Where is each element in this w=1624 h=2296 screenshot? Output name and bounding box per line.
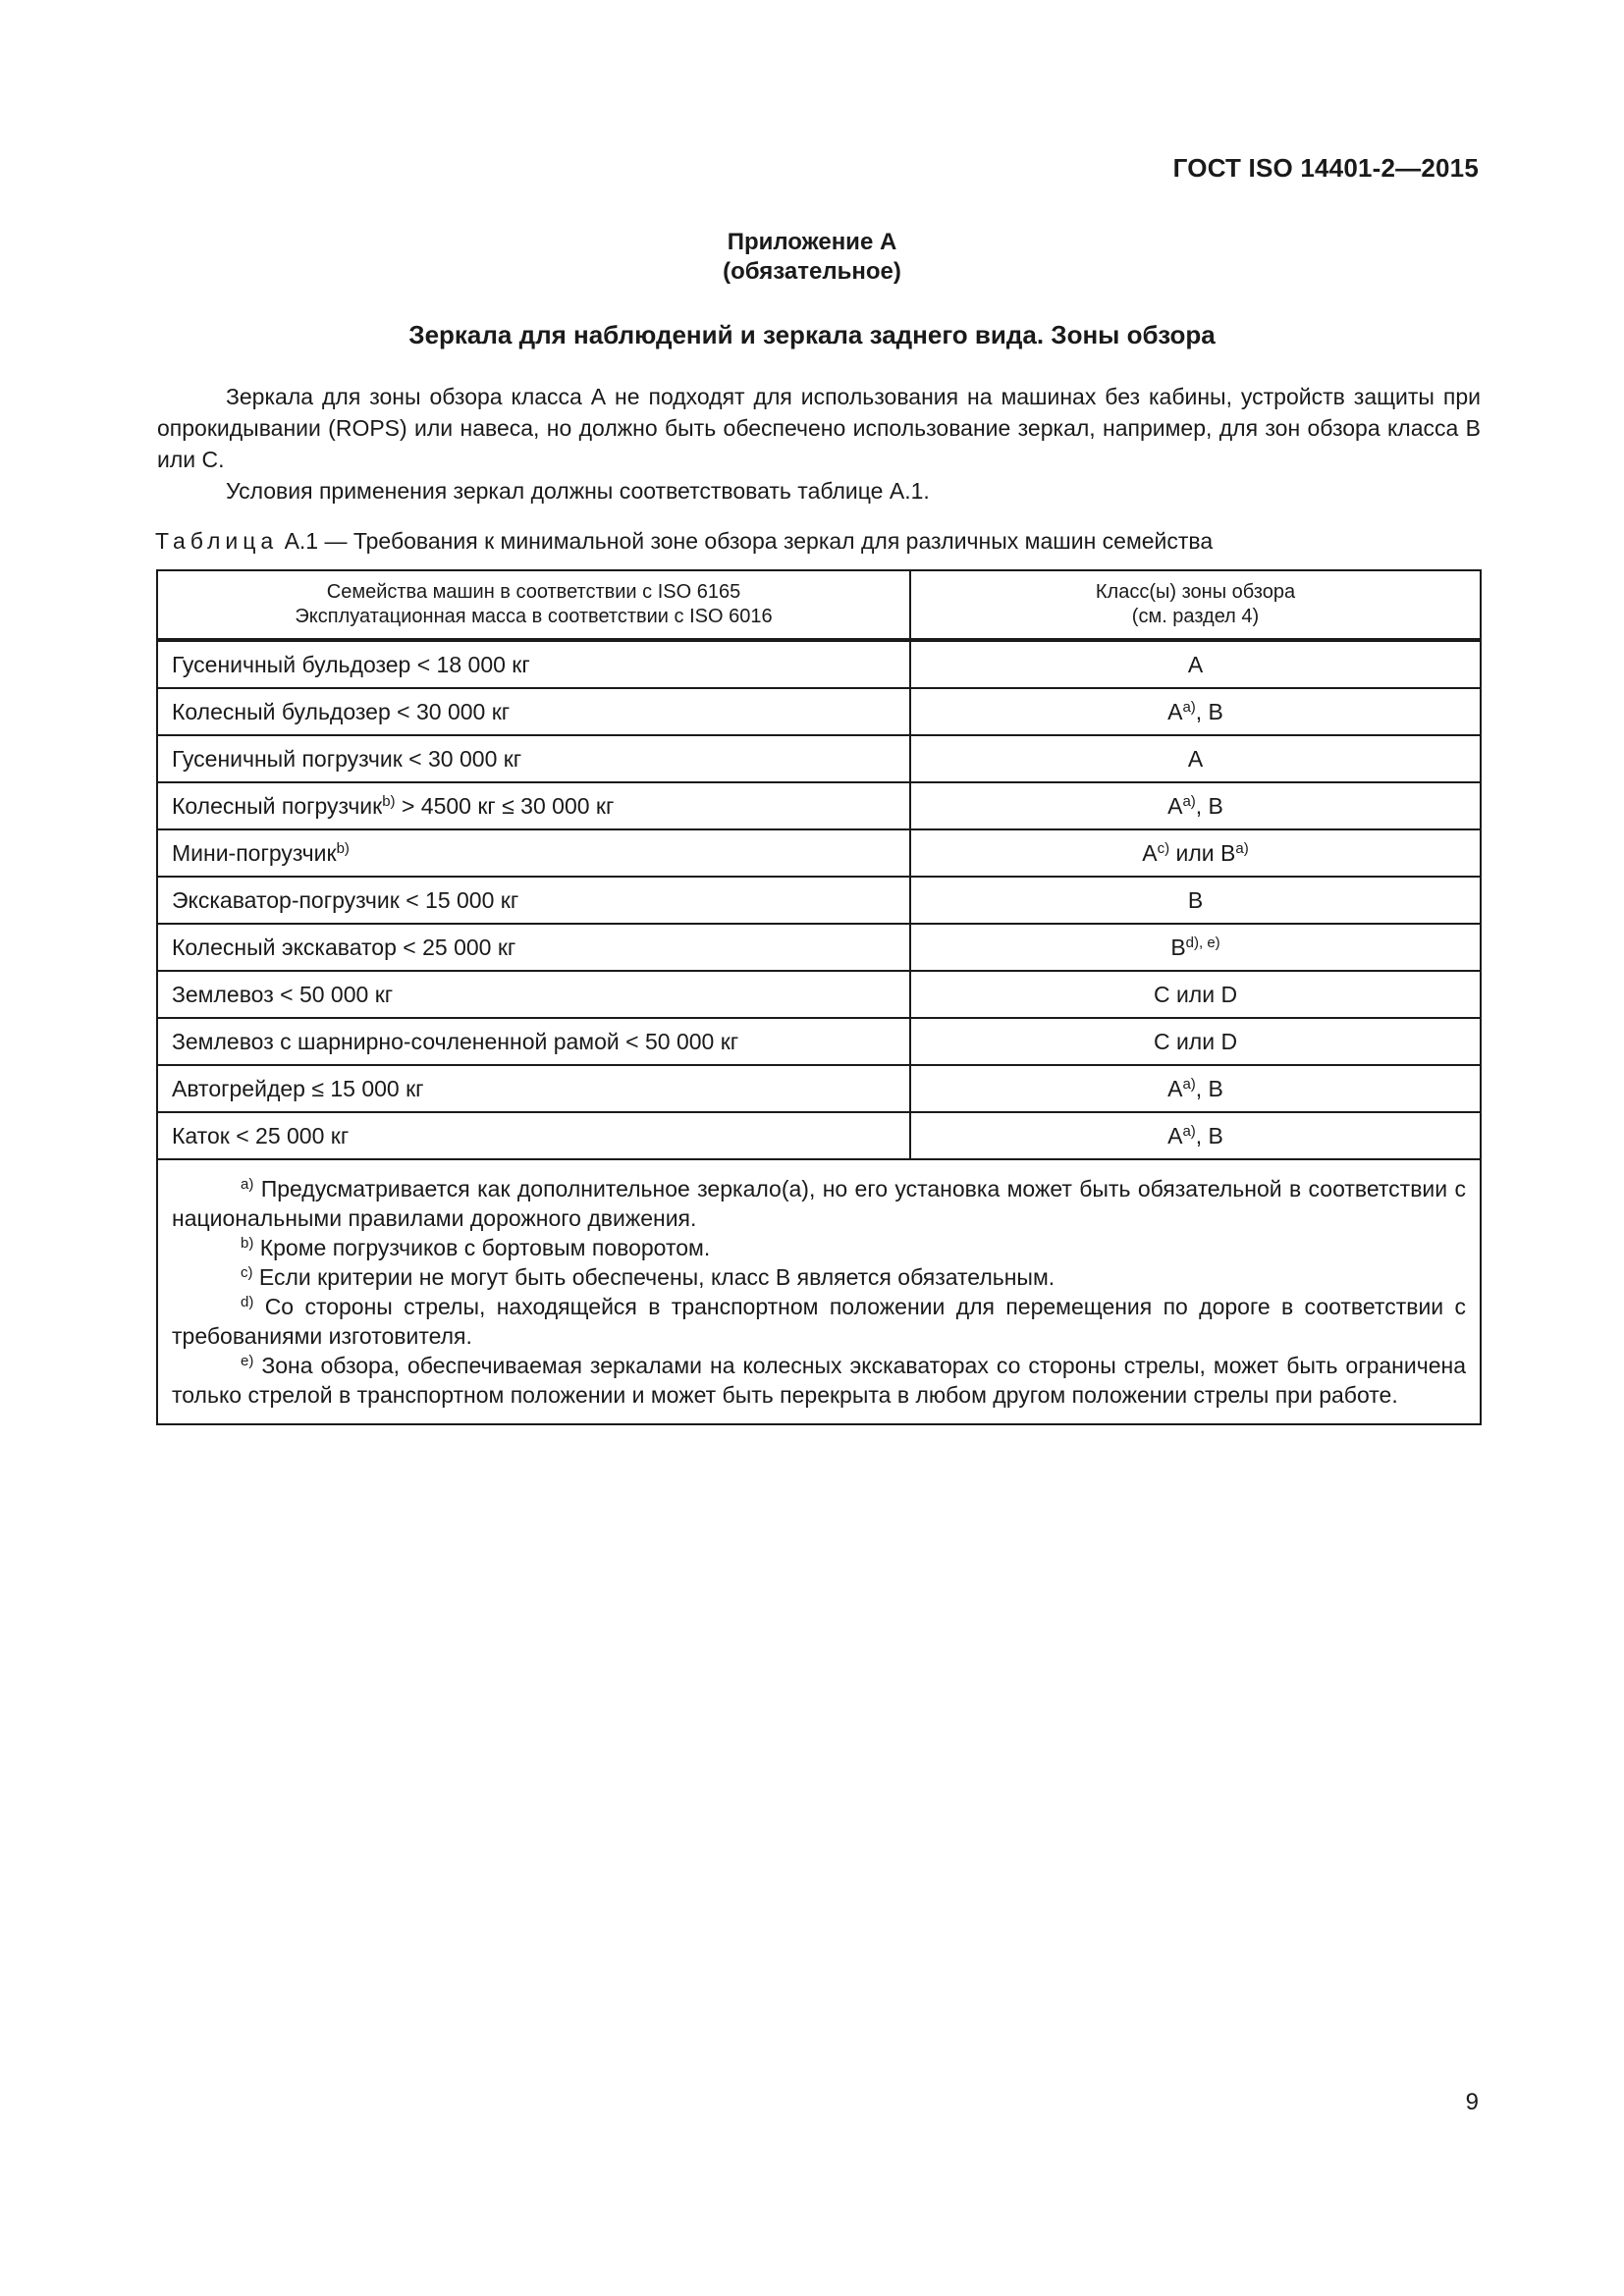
header-machine-family — [157, 570, 910, 640]
intro-text — [157, 381, 1481, 507]
class-value-rest: , B — [1195, 1122, 1223, 1148]
class-value: A — [1167, 698, 1183, 724]
class-value-rest: , B — [1195, 698, 1223, 724]
table-row — [157, 735, 1481, 782]
class-value: B — [1170, 934, 1186, 960]
class-cell — [910, 1112, 1481, 1159]
machine-cell: Гусеничный бульдозер < 18 000 кг — [157, 640, 910, 688]
header-view-class — [910, 570, 1481, 640]
appendix-status: (обязательное) — [723, 258, 901, 285]
requirements-table — [156, 569, 1482, 1425]
note-text: Зона обзора, обеспечиваемая зеркалами на колесных экскаваторах со стороны стрелы, может быть ограничена только стрелой в транспортном положении и может быть перекрыта в любом другом положении стрелы при работе. — [172, 1353, 1466, 1408]
table-row — [157, 688, 1481, 735]
note-text: Если критерии не могут быть обеспечены, класс В является обязательным. — [252, 1264, 1056, 1290]
machine-name: Колесный погрузчик — [172, 792, 383, 819]
table-note — [172, 1174, 1466, 1233]
intro-paragraph-2: Условия применения зеркал должны соответствовать таблице А.1. — [226, 478, 930, 504]
footnote-mark: a) — [1235, 839, 1249, 857]
table-row — [157, 877, 1481, 924]
class-cell — [910, 1065, 1481, 1112]
footnote-mark: a) — [1182, 1075, 1196, 1093]
table-row — [157, 1018, 1481, 1065]
class-value-rest: , B — [1195, 1075, 1223, 1101]
class-value: A — [1142, 839, 1158, 866]
intro-paragraph-1: Зеркала для зоны обзора класса А не подходят для использования на машинах без кабины, устройств защиты при опрокидывании (ROPS) или навеса, но должно быть обеспечено использование зеркал, например, для зон обзора класса В или С. — [157, 384, 1481, 472]
table-note — [172, 1292, 1466, 1351]
class-value: A — [1167, 1122, 1183, 1148]
section-title: Зеркала для наблюдений и зеркала заднего вида. Зоны обзора — [408, 320, 1216, 349]
footnote-mark: d), e) — [1185, 934, 1220, 951]
class-cell: A — [910, 735, 1481, 782]
table-note — [172, 1233, 1466, 1262]
class-cell — [910, 924, 1481, 971]
class-value-rest: , B — [1195, 792, 1223, 819]
appendix-title: Приложение А — [727, 229, 897, 255]
table-header-row — [157, 570, 1481, 640]
footnote-mark: b) — [336, 839, 350, 857]
footnote-mark: a) — [1182, 1122, 1196, 1140]
footnote-mark: e) — [241, 1353, 254, 1369]
table-caption-text: А.1 — Требования к минимальной зоне обзора зеркал для различных машин семейства — [284, 528, 1214, 554]
machine-cell: Землевоз < 50 000 кг — [157, 971, 910, 1018]
table-row — [157, 971, 1481, 1018]
machine-cell: Автогрейдер ≤ 15 000 кг — [157, 1065, 910, 1112]
document-code: ГОСТ ISO 14401-2—2015 — [1172, 153, 1479, 183]
table-note — [172, 1262, 1466, 1292]
appendix-heading — [0, 228, 1624, 287]
footnote-mark: d) — [241, 1294, 254, 1310]
header-col1-line2: Эксплуатационная масса в соответствии с ISO 6016 — [295, 606, 773, 627]
machine-cell: Колесный бульдозер < 30 000 кг — [157, 688, 910, 735]
machine-name: Мини-погрузчик — [172, 839, 337, 866]
machine-cell: Колесный экскаватор < 25 000 кг — [157, 924, 910, 971]
footnote-mark: c) — [1157, 839, 1170, 857]
footnote-mark: c) — [241, 1264, 253, 1281]
header-col1-line1: Семейства машин в соответствии с ISO 6165 — [326, 581, 741, 603]
table-row — [157, 1065, 1481, 1112]
class-value-mid: или B — [1169, 839, 1236, 866]
table-notes — [157, 1159, 1481, 1424]
header-col2-line1: Класс(ы) зоны обзора — [1095, 581, 1296, 603]
table-caption-label: Таблица — [155, 528, 279, 554]
table-row — [157, 1112, 1481, 1159]
class-cell: A — [910, 640, 1481, 688]
footnote-mark: b) — [382, 792, 396, 810]
table-row — [157, 829, 1481, 877]
machine-cell — [157, 829, 910, 877]
note-text: Предусматривается как дополнительное зеркало(а), но его установка может быть обязательной в соответствии с национальными правилами дорожного движения. — [172, 1176, 1466, 1231]
footnote-mark: a) — [241, 1176, 254, 1193]
table-row — [157, 924, 1481, 971]
footnote-mark: a) — [1182, 792, 1196, 810]
class-cell: C или D — [910, 1018, 1481, 1065]
table-note — [172, 1351, 1466, 1410]
class-cell: B — [910, 877, 1481, 924]
page-number: 9 — [1465, 2089, 1479, 2115]
class-value: A — [1167, 792, 1183, 819]
machine-cell: Гусеничный погрузчик < 30 000 кг — [157, 735, 910, 782]
machine-cell — [157, 782, 910, 829]
class-cell — [910, 688, 1481, 735]
class-cell: C или D — [910, 971, 1481, 1018]
note-text: Кроме погрузчиков с бортовым поворотом. — [253, 1235, 711, 1260]
machine-cell: Каток < 25 000 кг — [157, 1112, 910, 1159]
class-cell — [910, 782, 1481, 829]
table-row — [157, 640, 1481, 688]
class-cell — [910, 829, 1481, 877]
table-row — [157, 782, 1481, 829]
table-caption — [155, 528, 1213, 555]
machine-cell: Землевоз с шарнирно-сочлененной рамой < 50 000 кг — [157, 1018, 910, 1065]
footnote-mark: b) — [241, 1235, 254, 1252]
machine-cell: Экскаватор-погрузчик < 15 000 кг — [157, 877, 910, 924]
footnote-mark: a) — [1182, 698, 1196, 716]
machine-mass: > 4500 кг ≤ 30 000 кг — [395, 792, 615, 819]
header-col2-line2: (см. раздел 4) — [1131, 606, 1260, 627]
note-text: Со стороны стрелы, находящейся в транспортном положении для перемещения по дороге в соответствии с требованиями изготовителя. — [172, 1294, 1466, 1349]
class-value: A — [1167, 1075, 1183, 1101]
table-notes-row — [157, 1159, 1481, 1424]
